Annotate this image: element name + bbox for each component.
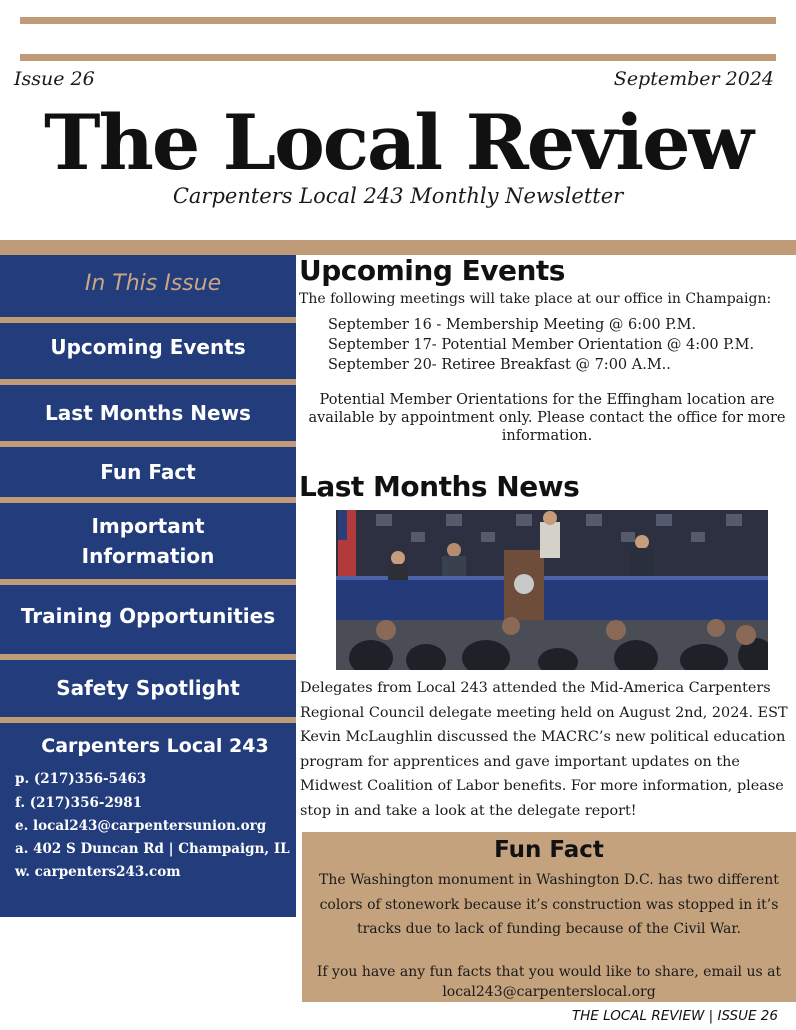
event-item: September 16 - Membership Meeting @ 6:00 P.M.: [328, 317, 697, 333]
last-months-news-body: Delegates from Local 243 attended the Mid-America Carpenters Regional Council delegate meeting held on August 2nd, 2024. EST Kevin McLaughlin discussed the MACRC’s new political education program for apprentices and gave important updates on the Midwest Coalition of Labor benefits. For more information, please stop in and take a look at the delegate report!: [300, 680, 788, 819]
last-months-news-heading: Last Months News: [299, 470, 580, 503]
event-item: September 17- Potential Member Orientation @ 4:00 P.M.: [328, 337, 755, 353]
sidebar-divider: [0, 379, 296, 385]
sidebar-item-training-opportunities[interactable]: Training Opportunities: [20, 604, 276, 628]
fun-fact-share: If you have any fun facts that you would like to share, email us at local243@carpenterslocal.org: [316, 964, 782, 1000]
top-rule-2: [20, 54, 776, 61]
contact-fax: f. (217)356-2981: [15, 795, 143, 811]
sidebar-divider: [0, 441, 296, 447]
sidebar-item-fun-fact[interactable]: Fun Fact: [100, 460, 196, 484]
orientation-note: Potential Member Orientations for the Effingham location are available by appointment only. Please contact the office for more information.: [308, 392, 786, 444]
newsletter-subtitle: Carpenters Local 243 Monthly Newsletter: [172, 184, 624, 208]
page-footer: THE LOCAL REVIEW | ISSUE 26: [571, 1008, 778, 1024]
sidebar-item-important-information[interactable]: Important Information: [81, 514, 215, 568]
header-bottom-rule: [0, 240, 796, 255]
sidebar-divider: [0, 579, 296, 585]
sidebar-divider: [0, 317, 296, 323]
issue-number: Issue 26: [14, 68, 95, 90]
upcoming-events-heading: Upcoming Events: [299, 254, 565, 287]
newsletter-title: The Local Review: [44, 98, 752, 187]
sidebar-item-last-months-news[interactable]: Last Months News: [45, 401, 251, 425]
upcoming-events-intro: The following meetings will take place at our office in Champaign:: [299, 291, 772, 307]
contact-email[interactable]: e. local243@carpentersunion.org: [15, 818, 267, 834]
sidebar-item-upcoming-events[interactable]: Upcoming Events: [50, 335, 246, 359]
fun-fact-body: The Washington monument in Washington D.C. has two different colors of stonework because it’s construction was stopped in it’s tracks due to lack of funding because of the Civil War.: [319, 872, 779, 937]
issue-date: September 2024: [613, 68, 774, 90]
fun-fact-box: [302, 832, 796, 1002]
in-this-issue-heading: In This Issue: [84, 271, 222, 296]
sidebar-divider: [0, 497, 296, 503]
delegate-meeting-photo: [336, 510, 768, 670]
sidebar: [0, 255, 296, 917]
top-rule-1: [20, 17, 776, 24]
contact-website[interactable]: w. carpenters243.com: [15, 864, 181, 880]
fun-fact-heading: Fun Fact: [494, 837, 604, 863]
sidebar-divider: [0, 654, 296, 660]
event-item: September 20- Retiree Breakfast @ 7:00 A.M..: [328, 357, 671, 373]
contact-address: a. 402 S Duncan Rd | Champaign, IL: [15, 841, 290, 857]
sidebar-item-safety-spotlight[interactable]: Safety Spotlight: [56, 676, 240, 700]
contact-phone: p. (217)356-5463: [15, 771, 147, 787]
contact-title: Carpenters Local 243: [41, 735, 269, 757]
sidebar-divider: [0, 717, 296, 723]
